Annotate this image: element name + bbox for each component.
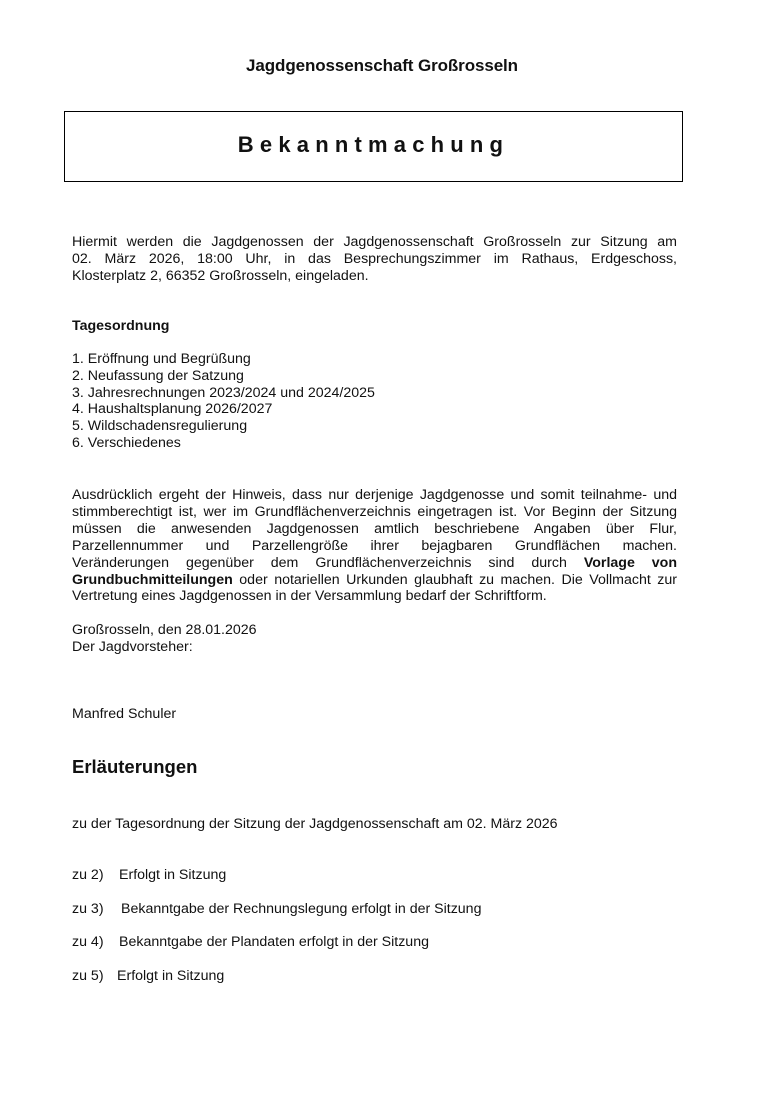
notice-text: Veränderungen gegenüber dem Grundflächenverzeichnis sind durch bbox=[72, 554, 584, 571]
document-title: Bekanntmachung bbox=[237, 132, 510, 157]
invitation-line: Klosterplatz 2, 66352 Großrosseln, eingeladen. bbox=[72, 268, 369, 284]
explanation-text: Bekanntgabe der Rechnungslegung erfolgt in der Sitzung bbox=[121, 901, 482, 917]
notice-line: Parzellennummer und Parzellengröße ihrer bejagbaren Grundflächen machen. bbox=[72, 537, 677, 554]
agenda-item: 6. Verschiedenes bbox=[72, 434, 181, 451]
explanation-item bbox=[72, 867, 226, 883]
notice-paragraph bbox=[72, 487, 677, 605]
explanations-heading: Erläuterungen bbox=[72, 756, 198, 777]
explanation-text: Erfolgt in Sitzung bbox=[117, 968, 225, 984]
explanations-intro: zu der Tagesordnung der Sitzung der Jagdgenossenschaft am 02. März 2026 bbox=[72, 816, 558, 832]
agenda-list bbox=[72, 351, 375, 452]
organization-title: Jagdgenossenschaft Großrosseln bbox=[246, 56, 518, 75]
title-box bbox=[64, 111, 683, 182]
agenda-item: 2. Neufassung der Satzung bbox=[72, 367, 244, 384]
signatory-name: Manfred Schuler bbox=[72, 706, 177, 722]
invitation-line: 02. März 2026, 18:00 Uhr, in das Besprechungszimmer im Rathaus, Erdgeschoss, bbox=[72, 251, 677, 267]
notice-text: oder notariellen Urkunden glaubhaft zu machen. Die Vollmacht zur bbox=[232, 571, 677, 588]
notice-line: Vertretung eines Jagdgenossen in der Versammlung bedarf der Schriftform. bbox=[72, 588, 547, 605]
explanation-ref: zu 4) bbox=[72, 934, 104, 950]
notice-line: müssen die anwesenden Jagdgenossen amtlich beschriebene Angaben über Flur, bbox=[72, 520, 677, 537]
agenda-item: 4. Haushaltsplanung 2026/2027 bbox=[72, 401, 273, 418]
agenda-item: 1. Eröffnung und Begrüßung bbox=[72, 351, 251, 367]
explanation-item bbox=[72, 934, 429, 950]
explanation-item bbox=[72, 901, 481, 917]
place-date: Großrosseln, den 28.01.2026 bbox=[72, 622, 257, 638]
explanation-ref: zu 2) bbox=[72, 867, 104, 883]
agenda-item: 3. Jahresrechnungen 2023/2024 und 2024/2025 bbox=[72, 384, 375, 401]
agenda-heading: Tagesordnung bbox=[72, 318, 170, 334]
explanation-ref: zu 3) bbox=[72, 901, 104, 917]
signatory-role: Der Jagdvorsteher: bbox=[72, 639, 193, 655]
explanation-item bbox=[72, 968, 224, 984]
explanation-ref: zu 5) bbox=[72, 968, 104, 984]
invitation-paragraph bbox=[72, 234, 677, 285]
notice-emphasis: Grundbuchmitteilungen bbox=[72, 571, 233, 588]
notice-line bbox=[72, 572, 677, 589]
notice-emphasis: Vorlage von bbox=[583, 554, 678, 571]
explanation-text: Erfolgt in Sitzung bbox=[119, 867, 227, 883]
notice-line bbox=[72, 555, 677, 572]
notice-line: Ausdrücklich ergeht der Hinweis, dass nur derjenige Jagdgenosse und somit teilnahme- und bbox=[72, 487, 677, 503]
agenda-item: 5. Wildschadensregulierung bbox=[72, 418, 248, 435]
invitation-line: Hiermit werden die Jagdgenossen der Jagdgenossenschaft Großrosseln zur Sitzung am bbox=[72, 234, 677, 250]
explanation-text: Bekanntgabe der Plandaten erfolgt in der Sitzung bbox=[119, 934, 429, 950]
notice-line: stimmberechtigt ist, wer im Grundflächenverzeichnis eingetragen ist. Vor Beginn der Sitzung bbox=[72, 503, 677, 520]
